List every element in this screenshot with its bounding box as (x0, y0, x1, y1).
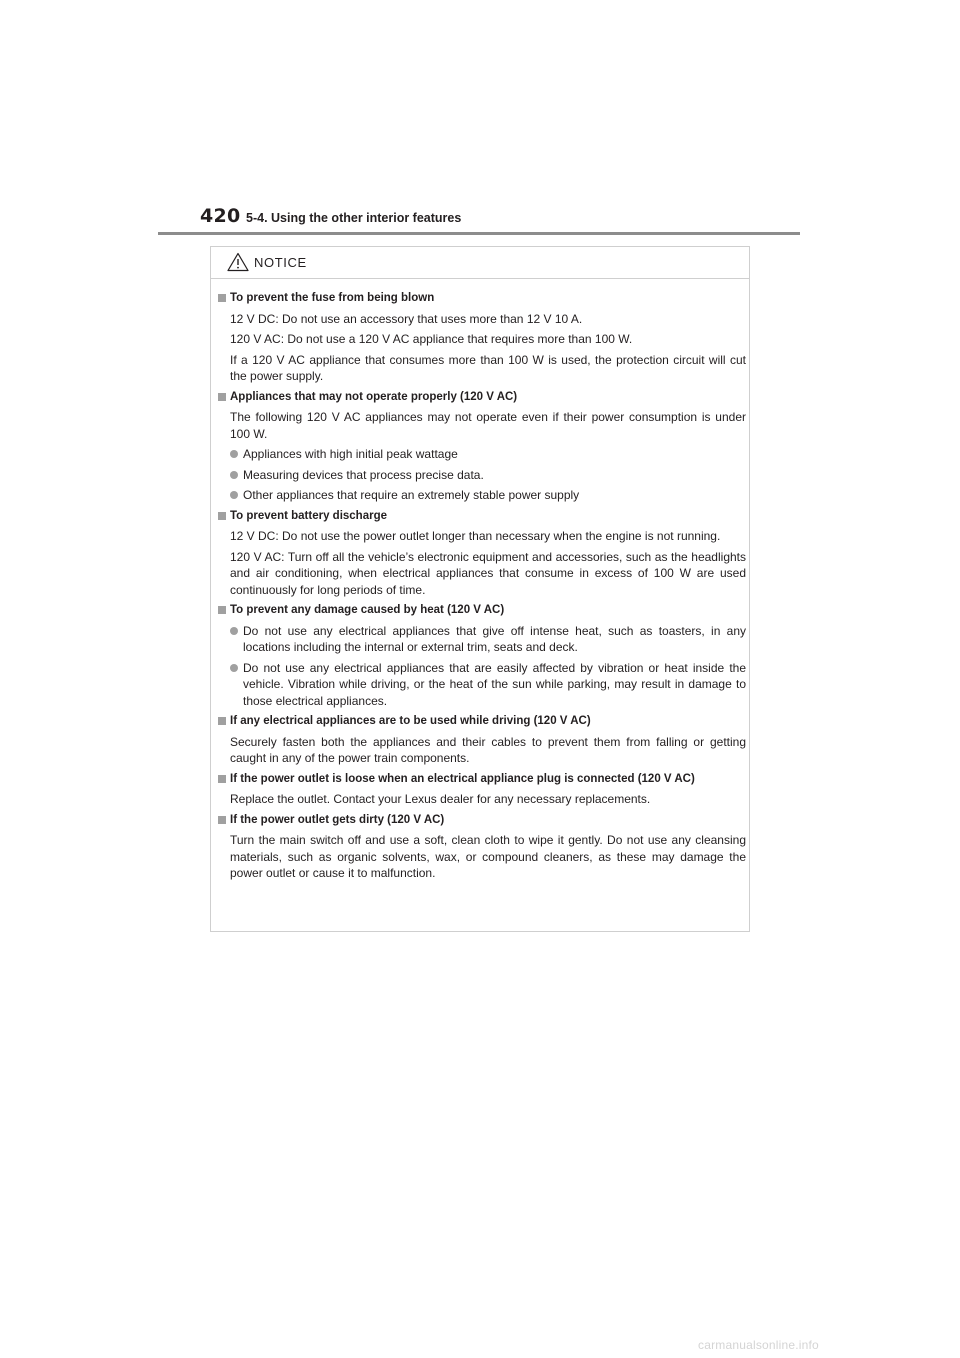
notice-section-heading (218, 389, 746, 406)
notice-paragraph: If a 120 V AC appliance that consumes more than 100 W is used, the protection circuit will cut the power supply. (230, 352, 746, 383)
square-bullet-icon (218, 606, 226, 614)
bullet-item (218, 623, 746, 656)
notice-box (210, 246, 750, 932)
bullet-item (218, 660, 746, 710)
square-bullet-icon (218, 294, 226, 302)
notice-paragraph: 120 V AC: Do not use a 120 V AC appliance that requires more than 100 W. (230, 332, 633, 346)
square-bullet-icon (218, 717, 226, 725)
section-heading-text: If any electrical appliances are to be used while driving (120 V AC) (230, 715, 591, 727)
page-number: 420 (200, 205, 241, 227)
bullet-text: Measuring devices that process precise data. (243, 467, 484, 482)
bullet-text: Other appliances that require an extremely stable power supply (243, 488, 580, 502)
watermark: carmanualsonline.info (698, 1338, 819, 1352)
section-heading-text: If the power outlet gets dirty (120 V AC) (230, 813, 445, 826)
notice-paragraph: The following 120 V AC appliances may not operate even if their power consumption is under 100 W. (230, 410, 746, 441)
notice-paragraph: Turn the main switch off and use a soft, clean cloth to wipe it gently. Do not use any cleansing materials, such as organic solvents, wax, or compound cleaners, as these may damage the power outlet or cause it to malfunction. (230, 833, 746, 880)
notice-header (211, 247, 749, 279)
bullet-text: Do not use any electrical appliances that give off intense heat, such as toasters, in any locations including the internal or external trim, seats and deck. (243, 623, 746, 654)
section-heading-text: If the power outlet is loose when an electrical appliance plug is connected (120 V AC) (230, 772, 695, 785)
round-bullet-icon (230, 627, 238, 635)
section-heading-text: To prevent any damage caused by heat (120 V AC) (230, 604, 505, 616)
round-bullet-icon (230, 471, 238, 479)
section-title: 5-4. Using the other interior features (246, 211, 462, 225)
notice-section-heading (218, 290, 746, 307)
bullet-text: Appliances with high initial peak wattage (243, 447, 458, 461)
notice-label: NOTICE (254, 255, 307, 270)
round-bullet-icon (230, 450, 238, 458)
header-rule (158, 232, 800, 235)
warning-triangle-icon (227, 252, 249, 272)
notice-section-heading (218, 713, 746, 730)
notice-section-heading (218, 771, 746, 788)
bullet-text: Do not use any electrical appliances that are easily affected by vibration or heat inside the vehicle. Vibration while driving, or the heat of the sun while parking, may result in damage to those electrical appliances. (243, 660, 746, 708)
notice-paragraph: 120 V AC: Turn off all the vehicle’s electronic equipment and accessories, such as the headlights and air conditioning, when electrical appliances that consume in excess of 100 W are used continuously for long periods of time. (230, 549, 746, 597)
page-header (158, 200, 800, 236)
section-heading-text: Appliances that may not operate properly (120 V AC) (230, 390, 518, 403)
section-heading-text: To prevent the fuse from being blown (230, 292, 435, 304)
notice-section-heading (218, 812, 746, 829)
notice-body (218, 290, 746, 886)
notice-section-heading (218, 508, 746, 525)
section-heading-text: To prevent battery discharge (230, 509, 387, 522)
square-bullet-icon (218, 512, 226, 520)
square-bullet-icon (218, 775, 226, 783)
round-bullet-icon (230, 491, 238, 499)
notice-paragraph: 12 V DC: Do not use an accessory that uses more than 12 V 10 A. (230, 311, 583, 326)
square-bullet-icon (218, 816, 226, 824)
round-bullet-icon (230, 664, 238, 672)
notice-paragraph: 12 V DC: Do not use the power outlet longer than necessary when the engine is not running. (230, 529, 721, 543)
bullet-item (218, 446, 746, 463)
notice-paragraph: Securely fasten both the appliances and their cables to prevent them from falling or getting caught in any of the power train components. (230, 734, 746, 765)
bullet-item (218, 487, 746, 504)
notice-paragraph: Replace the outlet. Contact your Lexus dealer for any necessary replacements. (230, 792, 651, 806)
square-bullet-icon (218, 393, 226, 401)
notice-section-heading (218, 602, 746, 619)
bullet-item (218, 467, 746, 484)
